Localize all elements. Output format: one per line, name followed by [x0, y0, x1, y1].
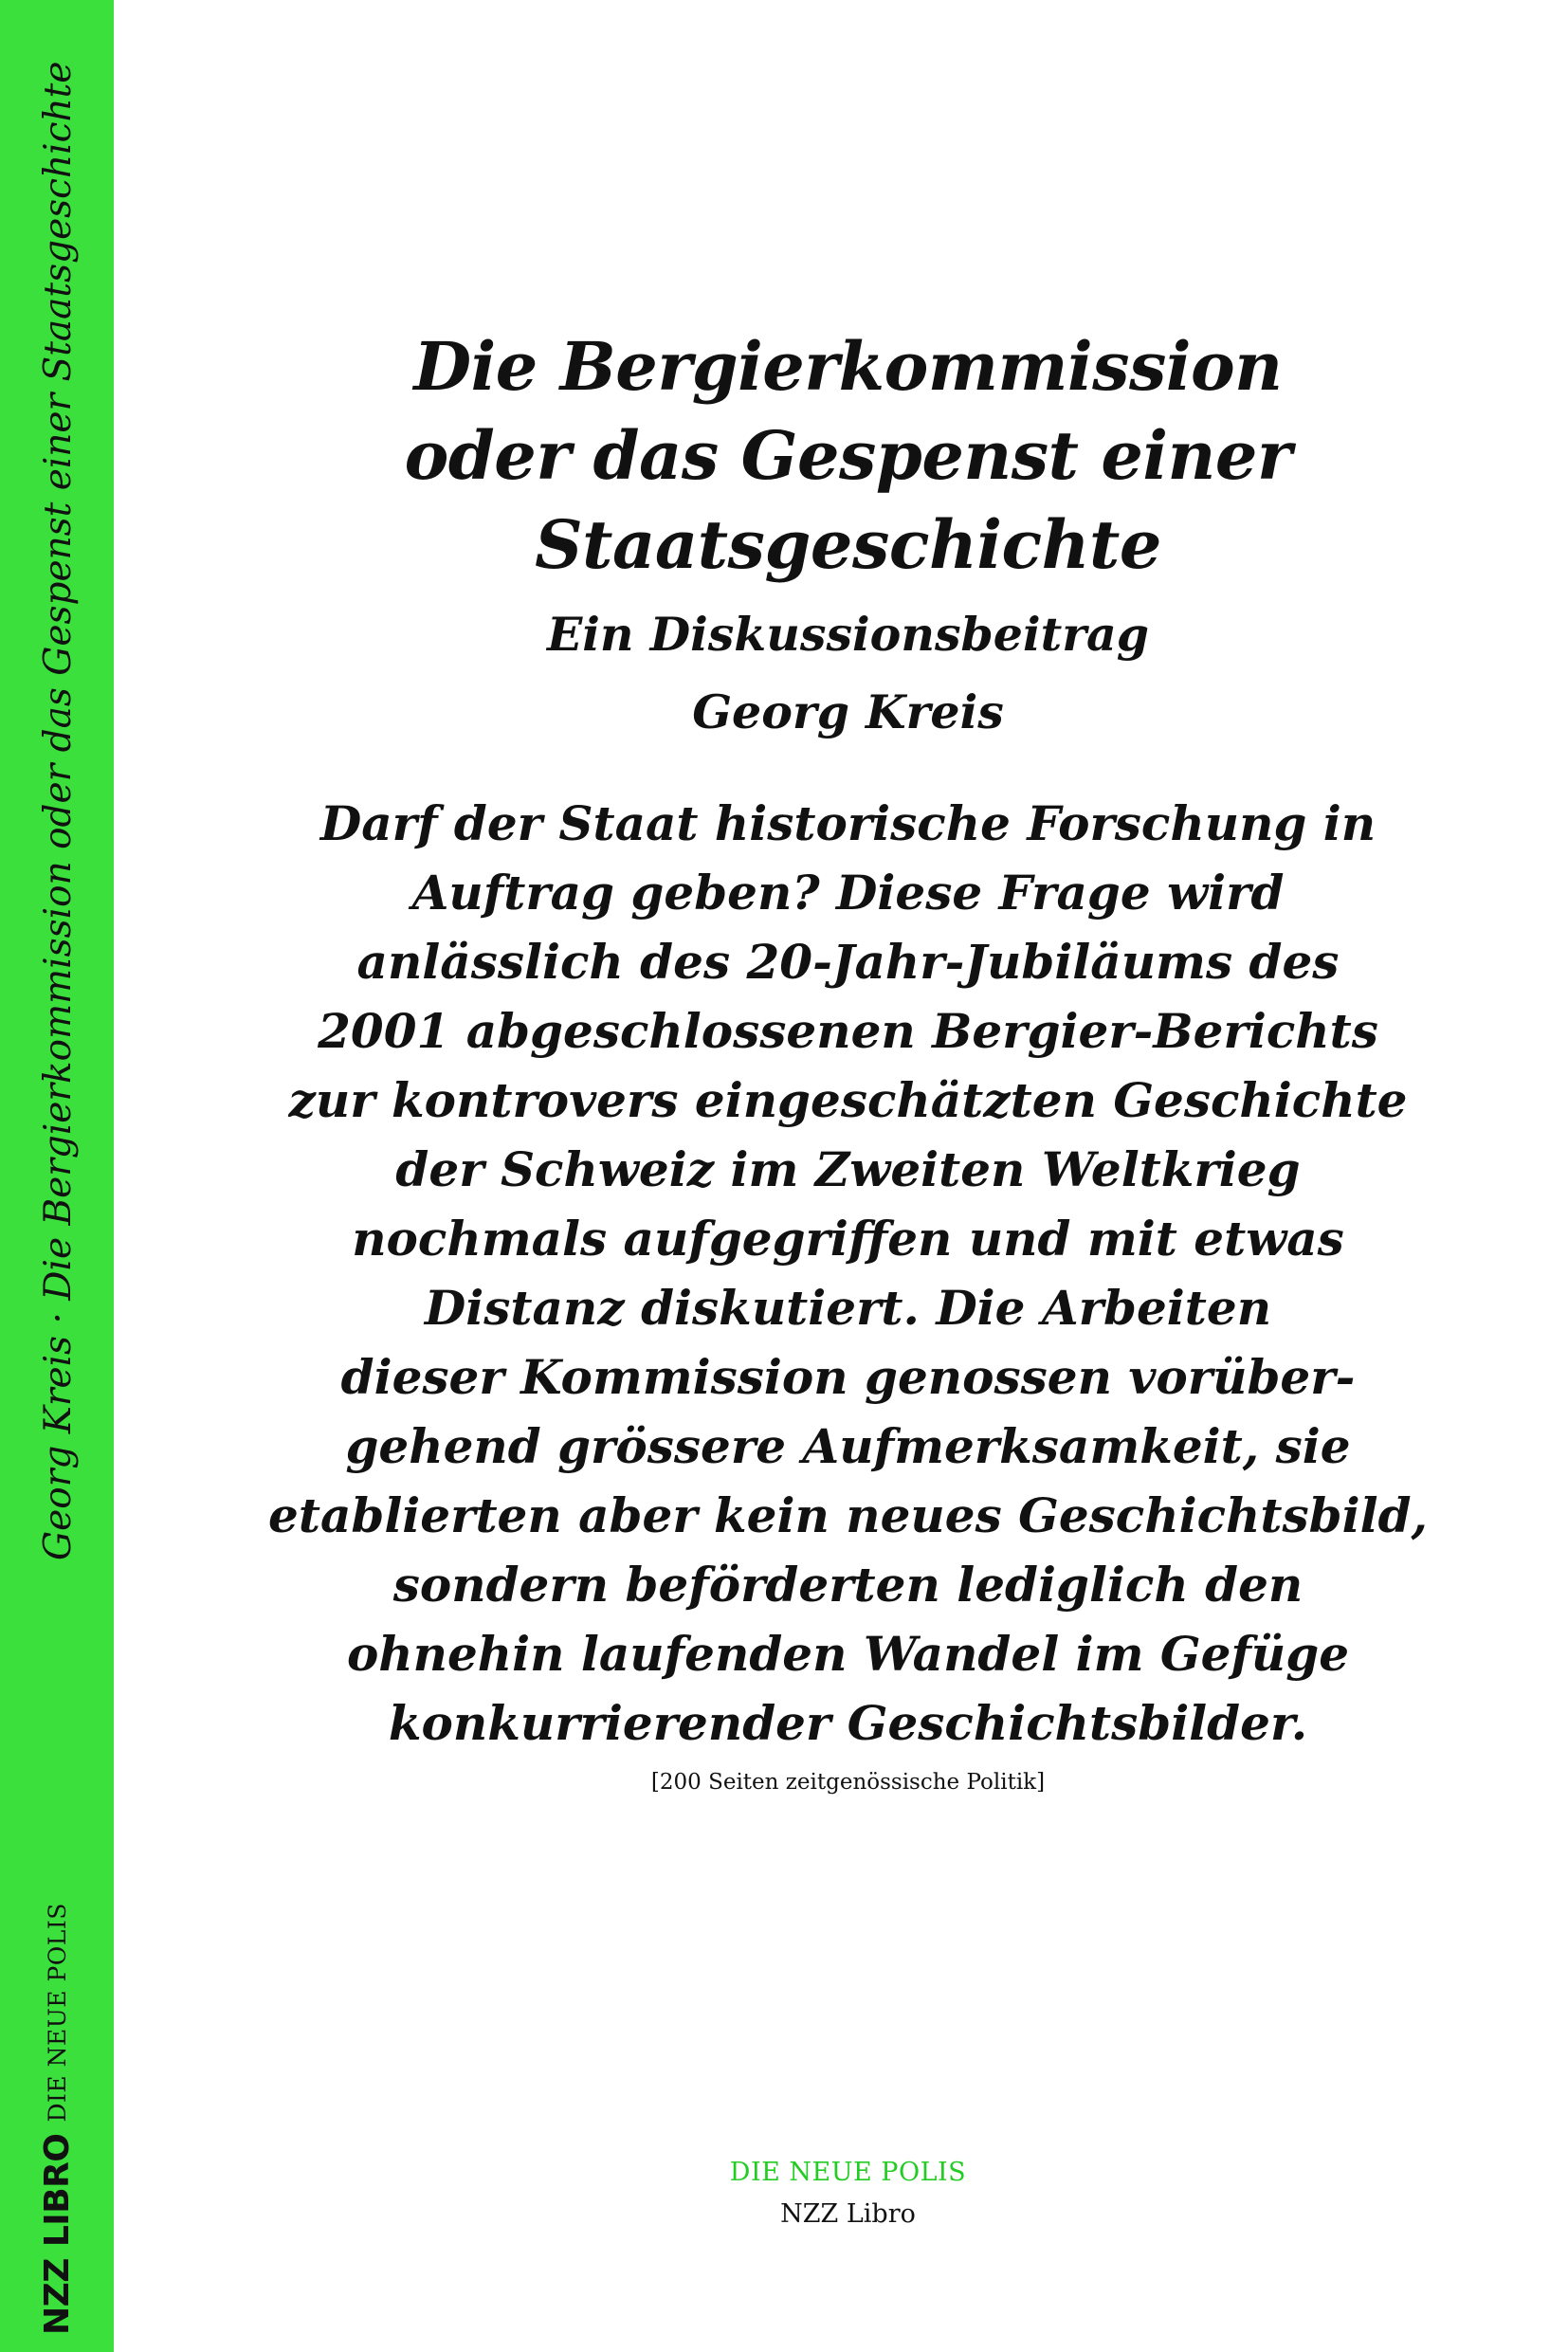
blurb-line: gehend grössere Aufmerksamkeit, sie	[345, 1418, 1351, 1474]
page-count-note: [200 Seiten zeitgenössische Politik]	[650, 1770, 1046, 1795]
blurb-line: etablierten aber kein neues Geschichtsbild,	[268, 1487, 1428, 1543]
spine-title: Georg Kreis · Die Bergierkommission oder das Gespenst einer Staatsgeschichte	[36, 61, 80, 1560]
title-line: Die Bergierkommission	[413, 327, 1283, 406]
blurb-line: Distanz diskutiert. Die Arbeiten	[424, 1280, 1272, 1336]
blurb-line: dieser Kommission genossen vorüber-	[340, 1349, 1356, 1405]
spine-rotated-text-area	[0, 0, 114, 2352]
book-author: Georg Kreis	[692, 684, 1004, 739]
blurb-line: ohnehin laufenden Wandel im Gefüge	[346, 1626, 1350, 1682]
blurb-line: Darf der Staat historische Forschung in	[319, 795, 1377, 851]
blurb-line: 2001 abgeschlossenen Bergier-Berichts	[318, 1003, 1378, 1059]
blurb-line: zur kontrovers eingeschätzten Geschichte	[288, 1072, 1408, 1128]
title-line: Staatsgeschichte	[535, 505, 1161, 584]
publisher-name: NZZ Libro	[780, 2199, 916, 2229]
blurb-line: Auftrag geben? Diese Frage wird	[411, 865, 1285, 921]
blurb-line: nochmals aufgegriffen und mit etwas	[352, 1211, 1344, 1267]
blurb	[128, 789, 1568, 1758]
series-name: DIE NEUE POLIS	[729, 2158, 967, 2187]
blurb-line: anlässlich des 20-Jahr-Jubiläums des	[356, 934, 1340, 990]
spine-series-name: DIE NEUE POLIS	[43, 1903, 71, 2123]
book-title	[128, 322, 1568, 590]
cover-spine	[0, 0, 114, 2352]
publisher-logo: NZZ LIBRO	[37, 2133, 77, 2335]
spine-brand	[19, 1903, 95, 2335]
blurb-line: konkurrierender Geschichtsbilder.	[388, 1695, 1308, 1751]
blurb-line: der Schweiz im Zweiten Weltkrieg	[395, 1141, 1301, 1197]
book-subtitle: Ein Diskussionsbeitrag	[546, 607, 1150, 662]
subtitle-block	[128, 595, 1568, 751]
title-line: oder das Gespenst einer	[404, 416, 1292, 495]
blurb-line: sondern beförderten lediglich den	[392, 1557, 1304, 1613]
